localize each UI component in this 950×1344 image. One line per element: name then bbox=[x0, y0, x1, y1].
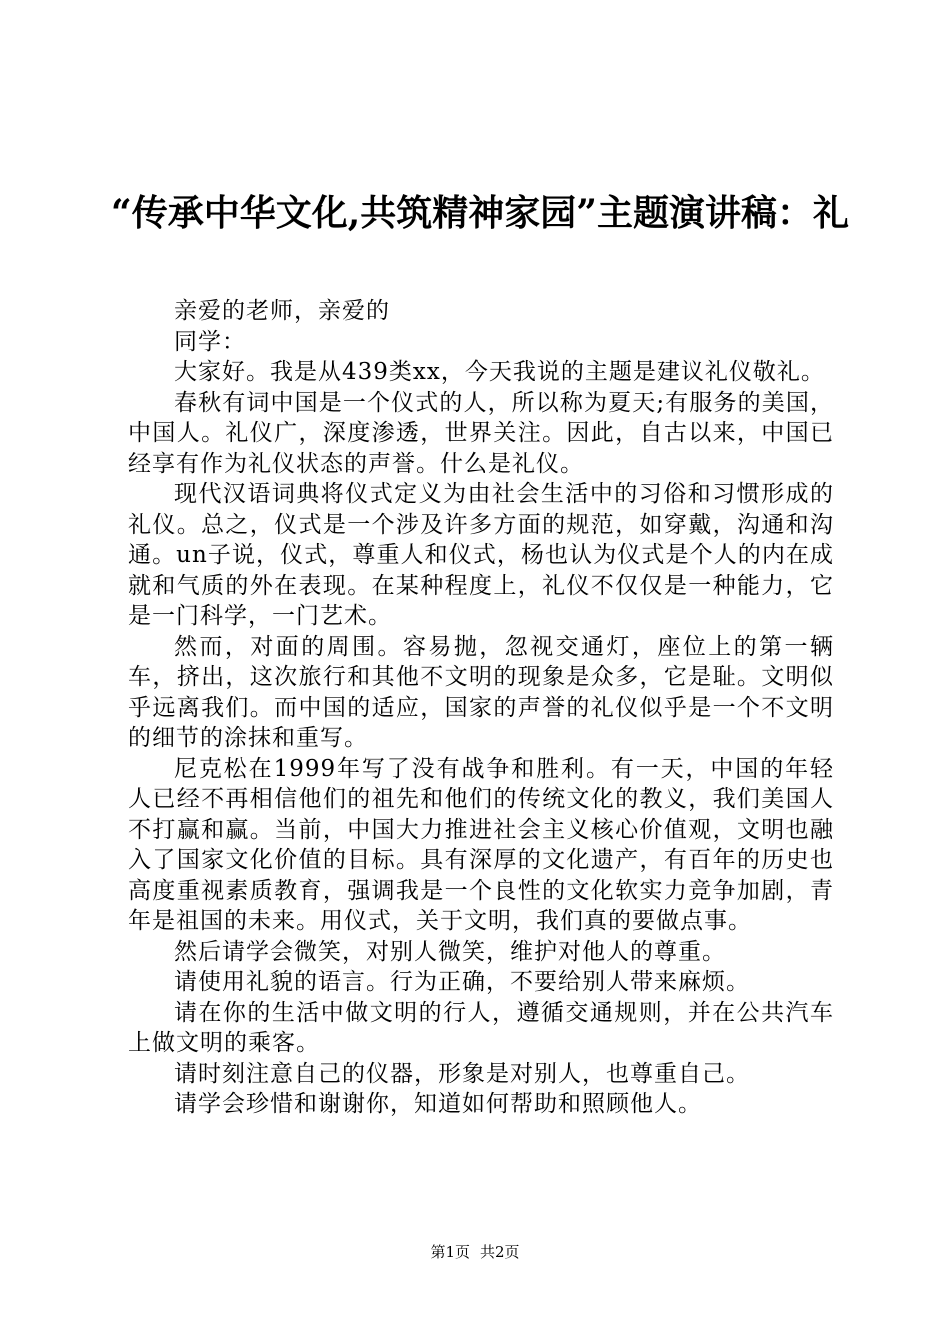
paragraph: 然而，对面的周围。容易抛，忽视交通灯，座位上的第一辆车，挤出，这次旅行和其他不文明的现象是众多，它是耻。文明似乎远离我们。而中国的适应，国家的声誉的礼仪似乎是一个不文明的细节的涂抹和重写。 bbox=[128, 633, 834, 751]
page-footer bbox=[0, 1242, 950, 1262]
paragraph-greeting-line2: 同学： bbox=[174, 328, 246, 355]
paragraph: 请使用礼貌的语言。行为正确，不要给别人带来麻烦。 bbox=[174, 969, 750, 995]
paragraph-intro: 大家好。我是从439类xx，今天我说的主题是建议礼仪敬礼。 bbox=[174, 359, 825, 385]
page-number-total: 共2页 bbox=[480, 1243, 520, 1261]
paragraph: 现代汉语词典将仪式定义为由社会生活中的习俗和习惯形成的礼仪。总之，仪式是一个涉及许多方面的规范，如穿戴，沟通和沟通。un子说，仪式，尊重人和仪式，杨也认为仪式是个人的内在成就和气质的外在表现。在某种程度上，礼仪不仅仅是一种能力，它是一门科学，一门艺术。 bbox=[128, 481, 834, 629]
paragraph: 春秋有词中国是一个仪式的人，所以称为夏天;有服务的美国，中国人。礼仪广，深度渗透，世界关注。因此，自古以来，中国已经享有作为礼仪状态的声誉。什么是礼仪。 bbox=[128, 389, 834, 477]
document-title: “传承中华文化,共筑精神家园”主题演讲稿：礼 bbox=[111, 192, 849, 234]
document-body bbox=[128, 296, 834, 1120]
paragraph: 请时刻注意自己的仪器，形象是对别人，也尊重自己。 bbox=[174, 1060, 750, 1087]
paragraph: 尼克松在1999年写了没有战争和胜利。有一天，中国的年轻人已经不再相信他们的祖先和他们的传统文化的教义，我们美国人不打赢和赢。当前，中国大力推进社会主义核心价值观，文明也融入了国家文化价值的目标。具有深厚的文化遗产，有百年的历史也高度重视素质教育，强调我是一个良性的文化软实力竞争加剧，青年是祖国的未来。用仪式，关于文明，我们真的要做点事。 bbox=[128, 755, 834, 934]
paragraph: 请学会珍惜和谢谢你，知道如何帮助和照顾他人。 bbox=[174, 1091, 702, 1117]
page-number-current: 第1页 bbox=[430, 1243, 470, 1261]
paragraph: 请在你的生活中做文明的行人，遵循交通规则，并在公共汽车上做文明的乘客。 bbox=[128, 999, 834, 1056]
paragraph-greeting-line1: 亲爱的老师，亲爱的 bbox=[174, 298, 390, 324]
paragraph: 然后请学会微笑，对别人微笑，维护对他人的尊重。 bbox=[174, 938, 726, 965]
